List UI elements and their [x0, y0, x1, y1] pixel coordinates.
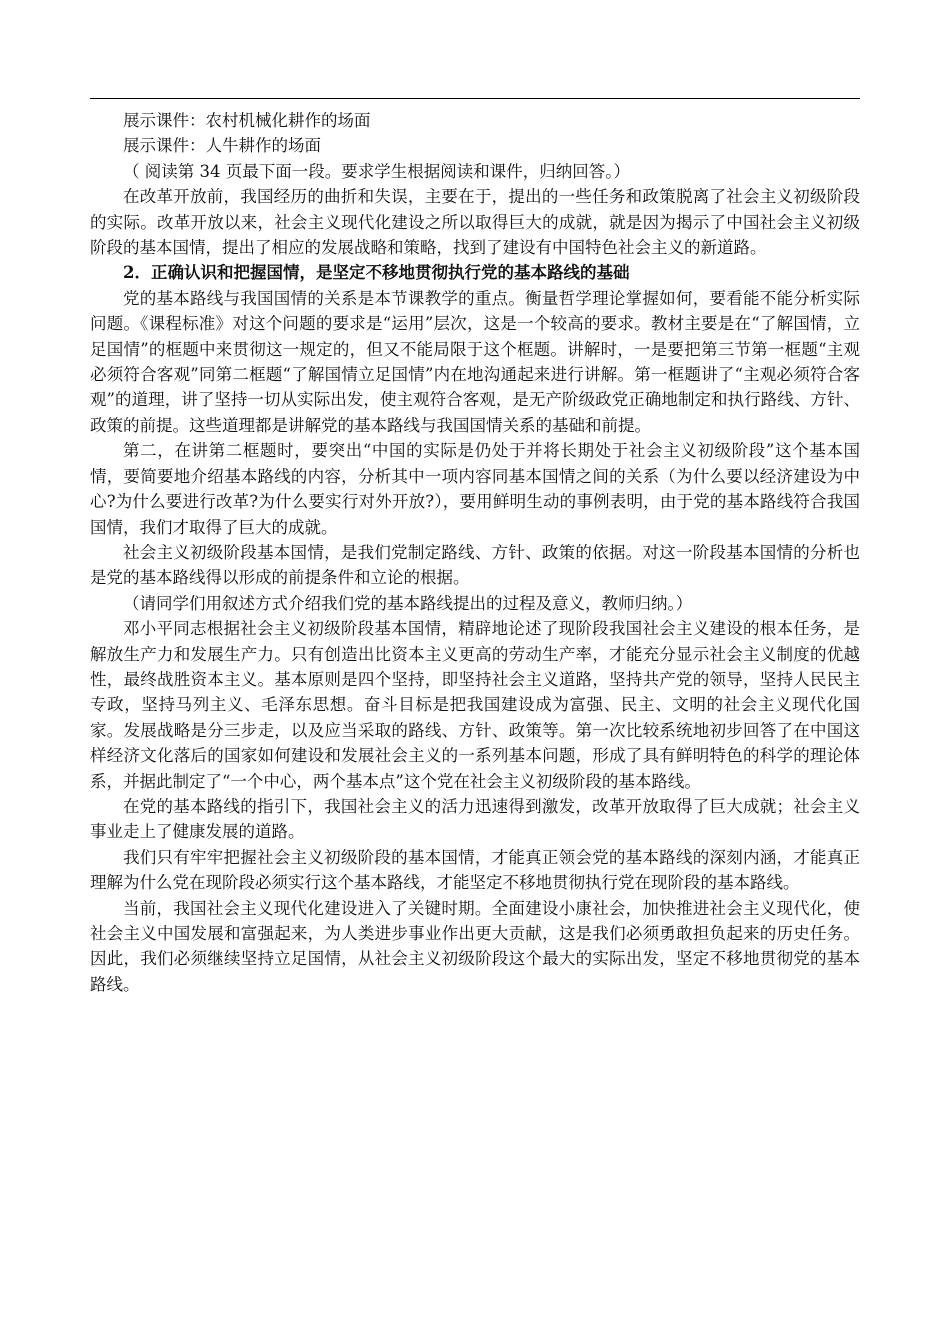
section-heading: 2．正确认识和把握国情，是坚定不移地贯彻执行党的基本路线的基础: [123, 263, 630, 283]
paragraph: （请同学们用叙述方式介绍我们党的基本路线提出的过程及意义，教师归纳。）: [123, 593, 693, 613]
paragraph: 社会主义初级阶段基本国情，是我们党制定路线、方针、政策的依据。对这一阶段基本国情的分析也是党的基本路线得以形成的前提条件和立论的根据。: [90, 542, 860, 588]
paragraph: 当前，我国社会主义现代化建设进入了关键时期。全面建设小康社会，加快推进社会主义现代化，使社会主义中国发展和富强起来，为人类进步事业作出更大贡献，这是我们必须勇敢担负起来的历史任务。因此，我们必须继续坚持立足国情，从社会主义初级阶段这个最大的实际出发，坚定不移地贯彻党的基本路线。: [90, 898, 860, 994]
paragraph: 在党的基本路线的指引下，我国社会主义的活力迅速得到激发，改革开放取得了巨大成就；社会主义事业走上了健康发展的道路。: [90, 796, 860, 842]
paragraph: 党的基本路线与我国国情的关系是本节课教学的重点。衡量哲学理论掌握如何，要看能不能分析实际问题。《课程标准》对这个问题的要求是“运用”层次，这是一个较高的要求。教材主要是在“了解国情，立足国情”的框题中来贯彻这一规定的，但又不能局限于这个框题。讲解时，一是要把第三节第一框题“主观必须符合客观”同第二框题“了解国情立足国情”内在地沟通起来进行讲解。第一框题讲了“主观必须符合客观”的道理，讲了坚持一切从实际出发，使主观符合客观，是无产阶级政党正确地制定和执行路线、方针、政策的前提。这些道理都是讲解党的基本路线与我国国情关系的基础和前提。: [90, 288, 860, 435]
header-rule: [90, 98, 860, 99]
paragraph: 邓小平同志根据社会主义初级阶段基本国情，精辟地论述了现阶段我国社会主义建设的根本任务，是解放生产力和发展生产力。只有创造出比资本主义更高的劳动生产率，才能充分显示社会主义制度的优越性，最终战胜资本主义。基本原则是四个坚持，即坚持社会主义道路，坚持共产党的领导，坚持人民民主专政，坚持马列主义、毛泽东思想。奋斗目标是把我国建设成为富强、民主、文明的社会主义现代化国家。发展战略是分三步走，以及应当采取的路线、方针、政策等。第一次比较系统地初步回答了在中国这样经济文化落后的国家如何建设和发展社会主义的一系列基本问题，形成了具有鲜明特色的科学的理论体系，并据此制定了“一个中心，两个基本点”这个党在社会主义初级阶段的基本路线。: [90, 619, 860, 791]
paragraph: 在改革开放前，我国经历的曲折和失误，主要在于，提出的一些任务和政策脱离了社会主义初级阶段的实际。改革开放以来，社会主义现代化建设之所以取得巨大的成就，就是因为揭示了中国社会主义初级阶段的基本国情，提出了相应的发展战略和策略，找到了建设有中国特色社会主义的新道路。: [90, 187, 860, 258]
paragraph: 展示课件：人牛耕作的场面: [123, 136, 321, 156]
paragraph: 我们只有牢牢把握社会主义初级阶段的基本国情，才能真正领会党的基本路线的深刻内涵，才能真正理解为什么党在现阶段必须实行这个基本路线，才能坚定不移地贯彻执行党在现阶段的基本路线。: [90, 847, 860, 893]
paragraph: （ 阅读第 34 页最下面一段。要求学生根据阅读和课件，归纳回答。）: [123, 161, 630, 181]
paragraph: 展示课件：农村机械化耕作的场面: [123, 111, 371, 130]
paragraph: 第二，在讲第二框题时，要突出“中国的实际是仍处于并将长期处于社会主义初级阶段”这个基本国情，要简要地介绍基本路线的内容，分析其中一项内容同基本国情之间的关系（为什么要以经济建设为中心?为什么要进行改革?为什么要实行对外开放?），要用鲜明生动的事例表明，由于党的基本路线符合我国国情，我们才取得了巨大的成就。: [90, 441, 860, 537]
document-body: [90, 108, 860, 997]
